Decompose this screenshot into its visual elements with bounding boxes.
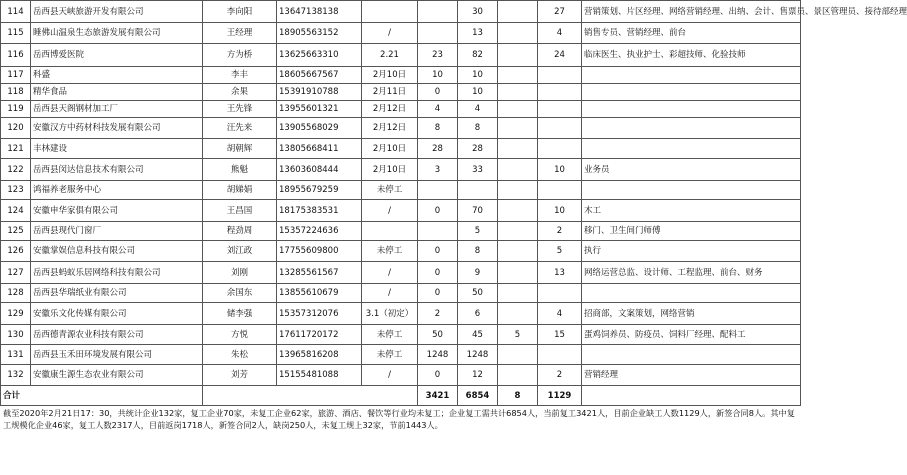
returned-workers: 0 <box>418 84 458 101</box>
contact-person: 程劲周 <box>203 222 277 241</box>
table-row <box>1 181 801 200</box>
vacancies: 15 <box>538 325 582 345</box>
new-contracts <box>498 23 538 44</box>
returned-workers: 8 <box>418 118 458 139</box>
job-positions <box>582 101 801 118</box>
new-contracts <box>498 222 538 241</box>
company-name: 安徽乐文化传媒有限公司 <box>31 303 203 325</box>
resume-date: / <box>362 262 418 284</box>
table-row <box>1 23 801 44</box>
job-positions <box>582 345 801 365</box>
required-workers <box>458 181 498 200</box>
contact-person: 余果 <box>203 84 277 101</box>
table-row <box>1 200 801 222</box>
phone-number: 13625663310 <box>277 44 362 67</box>
phone-number: 13905568029 <box>277 118 362 139</box>
required-workers: 45 <box>458 325 498 345</box>
row-number: 124 <box>1 200 31 222</box>
table-row <box>1 159 801 181</box>
contact-person: 胡娣娟 <box>203 181 277 200</box>
job-positions: 木工 <box>582 200 801 222</box>
company-name: 岳西县华瑞纸业有限公司 <box>31 284 203 303</box>
resume-date <box>362 222 418 241</box>
required-workers: 33 <box>458 159 498 181</box>
phone-number: 15357224636 <box>277 222 362 241</box>
table-row <box>1 325 801 345</box>
job-positions <box>582 67 801 84</box>
job-positions: 营销经理 <box>582 365 801 386</box>
row-number: 115 <box>1 23 31 44</box>
company-name: 安徽掌娱信息科技有限公司 <box>31 241 203 262</box>
total-required: 6854 <box>458 386 498 406</box>
new-contracts <box>498 139 538 159</box>
contact-person: 王先锋 <box>203 101 277 118</box>
company-name: 安徽汉方中药材科技发展有限公司 <box>31 118 203 139</box>
phone-number: 15391910788 <box>277 84 362 101</box>
table-row <box>1 241 801 262</box>
required-workers: 30 <box>458 1 498 23</box>
row-number: 121 <box>1 139 31 159</box>
returned-workers: 0 <box>418 241 458 262</box>
phone-number: 18905563152 <box>277 23 362 44</box>
row-number: 127 <box>1 262 31 284</box>
row-number: 120 <box>1 118 31 139</box>
table-row <box>1 118 801 139</box>
phone-number: 13647138138 <box>277 1 362 23</box>
job-positions <box>582 118 801 139</box>
company-name: 岳西县蚂蚁乐居网络科技有限公司 <box>31 262 203 284</box>
new-contracts <box>498 84 538 101</box>
returned-workers <box>418 23 458 44</box>
company-name: 岳西县闵达信息技术有限公司 <box>31 159 203 181</box>
vacancies <box>538 84 582 101</box>
returned-workers <box>418 181 458 200</box>
required-workers: 50 <box>458 284 498 303</box>
vacancies: 4 <box>538 303 582 325</box>
vacancies <box>538 181 582 200</box>
phone-number: 18175383531 <box>277 200 362 222</box>
job-positions <box>582 139 801 159</box>
row-number: 116 <box>1 44 31 67</box>
row-number: 129 <box>1 303 31 325</box>
required-workers: 8 <box>458 241 498 262</box>
company-name: 岳西县天阁钢材加工厂 <box>31 101 203 118</box>
contact-person: 刘刚 <box>203 262 277 284</box>
company-name: 鸿福养老服务中心 <box>31 181 203 200</box>
contact-person: 汪先来 <box>203 118 277 139</box>
row-number: 132 <box>1 365 31 386</box>
resume-date: 未停工 <box>362 241 418 262</box>
contact-person: 胡朝辉 <box>203 139 277 159</box>
phone-number: 18955679259 <box>277 181 362 200</box>
table-row <box>1 139 801 159</box>
new-contracts <box>498 241 538 262</box>
resume-date: 2月12日 <box>362 101 418 118</box>
job-positions <box>582 181 801 200</box>
row-number: 119 <box>1 101 31 118</box>
table-row <box>1 303 801 325</box>
contact-person: 王昌国 <box>203 200 277 222</box>
row-number: 130 <box>1 325 31 345</box>
table-row <box>1 101 801 118</box>
total-row <box>1 386 801 406</box>
new-contracts <box>498 118 538 139</box>
returned-workers: 28 <box>418 139 458 159</box>
vacancies: 2 <box>538 222 582 241</box>
total-positions-empty <box>582 386 801 406</box>
returned-workers: 50 <box>418 325 458 345</box>
phone-number: 13965816208 <box>277 345 362 365</box>
returned-workers: 1248 <box>418 345 458 365</box>
vacancies <box>538 67 582 84</box>
required-workers: 9 <box>458 262 498 284</box>
contact-person: 刘江政 <box>203 241 277 262</box>
new-contracts <box>498 101 538 118</box>
job-positions: 移门、卫生间门师傅 <box>582 222 801 241</box>
table-row <box>1 67 801 84</box>
total-contracts: 8 <box>498 386 538 406</box>
resume-date: 2月11日 <box>362 84 418 101</box>
required-workers: 70 <box>458 200 498 222</box>
total-empty <box>203 386 418 406</box>
row-number: 131 <box>1 345 31 365</box>
contact-person: 朱松 <box>203 345 277 365</box>
company-name: 岳西县现代门窗厂 <box>31 222 203 241</box>
vacancies: 5 <box>538 241 582 262</box>
total-vacancies: 1129 <box>538 386 582 406</box>
job-positions: 网络运营总监、设计师、工程监理、前台、财务 <box>582 262 801 284</box>
returned-workers: 3 <box>418 159 458 181</box>
row-number: 117 <box>1 67 31 84</box>
job-positions <box>582 84 801 101</box>
returned-workers <box>418 222 458 241</box>
resume-date: 未停工 <box>362 181 418 200</box>
new-contracts <box>498 262 538 284</box>
contact-person: 余国东 <box>203 284 277 303</box>
job-positions <box>582 284 801 303</box>
required-workers: 5 <box>458 222 498 241</box>
vacancies <box>538 345 582 365</box>
new-contracts <box>498 181 538 200</box>
vacancies <box>538 139 582 159</box>
job-positions: 执行 <box>582 241 801 262</box>
phone-number: 13805668411 <box>277 139 362 159</box>
required-workers: 10 <box>458 84 498 101</box>
summary-note: 截至2020年2月21日17：30，共统计企业132家，复工企业70家，未复工企业62家，旅游、酒店、餐饮等行业均未复工；企业复工需共计6854人，当前复工3421人，目前企业缺工人数1129人，新签合同8人。其中复工规模化企业46家，复工人数2317人，目前返岗1718人，新签合同2人，缺岗250人，未复工规上32家，节前1443人。 <box>3 408 795 430</box>
job-positions: 业务员 <box>582 159 801 181</box>
table-row <box>1 1 801 23</box>
required-workers: 28 <box>458 139 498 159</box>
resume-date: / <box>362 200 418 222</box>
resume-date <box>362 1 418 23</box>
job-positions: 销售专员、营销经理、前台 <box>582 23 801 44</box>
vacancies: 27 <box>538 1 582 23</box>
phone-number: 13603608444 <box>277 159 362 181</box>
new-contracts <box>498 365 538 386</box>
new-contracts <box>498 67 538 84</box>
resume-date: / <box>362 23 418 44</box>
row-number: 123 <box>1 181 31 200</box>
total-label: 合计 <box>1 386 203 406</box>
total-returned: 3421 <box>418 386 458 406</box>
returned-workers: 23 <box>418 44 458 67</box>
vacancies: 4 <box>538 23 582 44</box>
required-workers: 1248 <box>458 345 498 365</box>
required-workers: 6 <box>458 303 498 325</box>
phone-number: 13955601321 <box>277 101 362 118</box>
company-name: 安徽申华家俱有限公司 <box>31 200 203 222</box>
resume-date: 2月10日 <box>362 139 418 159</box>
returned-workers: 0 <box>418 200 458 222</box>
company-name: 安徽康生源生态农业有限公司 <box>31 365 203 386</box>
company-name: 丰林建设 <box>31 139 203 159</box>
phone-number: 17611720172 <box>277 325 362 345</box>
resume-date: 2月10日 <box>362 159 418 181</box>
returned-workers: 2 <box>418 303 458 325</box>
resume-date: / <box>362 365 418 386</box>
vacancies: 13 <box>538 262 582 284</box>
new-contracts <box>498 345 538 365</box>
resume-date: 3.1（初定） <box>362 303 418 325</box>
contact-person: 李丰 <box>203 67 277 84</box>
contact-person: 储李强 <box>203 303 277 325</box>
returned-workers: 4 <box>418 101 458 118</box>
returned-workers: 10 <box>418 67 458 84</box>
phone-number: 17755609800 <box>277 241 362 262</box>
company-name: 岳西县玉禾田环境发展有限公司 <box>31 345 203 365</box>
required-workers: 82 <box>458 44 498 67</box>
job-positions: 蛋鸡饲养员、防疫员、饲料厂经理、配料工 <box>582 325 801 345</box>
row-number: 122 <box>1 159 31 181</box>
required-workers: 13 <box>458 23 498 44</box>
company-name: 科盛 <box>31 67 203 84</box>
phone-number: 13285561567 <box>277 262 362 284</box>
table-row <box>1 345 801 365</box>
table-body <box>1 1 907 406</box>
table-row <box>1 222 801 241</box>
contact-person: 王经理 <box>203 23 277 44</box>
resume-date: 2.21 <box>362 44 418 67</box>
contact-person: 方悦 <box>203 325 277 345</box>
contact-person: 李向阳 <box>203 1 277 23</box>
phone-number: 15155481088 <box>277 365 362 386</box>
table-row <box>1 284 801 303</box>
required-workers: 8 <box>458 118 498 139</box>
new-contracts <box>498 159 538 181</box>
vacancies <box>538 118 582 139</box>
phone-number: 15357312076 <box>277 303 362 325</box>
resume-date: 未停工 <box>362 345 418 365</box>
required-workers: 4 <box>458 101 498 118</box>
new-contracts <box>498 44 538 67</box>
vacancies <box>538 101 582 118</box>
table-row <box>1 262 801 284</box>
table-row <box>1 365 801 386</box>
new-contracts: 5 <box>498 325 538 345</box>
row-number: 128 <box>1 284 31 303</box>
company-name: 岳西县天峡旅游开发有限公司 <box>31 1 203 23</box>
required-workers: 10 <box>458 67 498 84</box>
job-positions: 营销策划、片区经理、网络营销经理、出纳、会计、售票员、景区管理员、接待部经理 <box>582 1 801 23</box>
phone-number: 13855610679 <box>277 284 362 303</box>
resume-date: 未停工 <box>362 325 418 345</box>
phone-number: 18605667567 <box>277 67 362 84</box>
contact-person: 方为桥 <box>203 44 277 67</box>
new-contracts <box>498 303 538 325</box>
resume-date: 2月12日 <box>362 118 418 139</box>
returned-workers <box>418 1 458 23</box>
new-contracts <box>498 1 538 23</box>
vacancies: 10 <box>538 200 582 222</box>
contact-person: 刘芳 <box>203 365 277 386</box>
row-number: 125 <box>1 222 31 241</box>
company-name: 岳西博爱医院 <box>31 44 203 67</box>
contact-person: 熊魁 <box>203 159 277 181</box>
company-name: 睡佛山温泉生态旅游发展有限公司 <box>31 23 203 44</box>
returned-workers: 0 <box>418 365 458 386</box>
row-number: 126 <box>1 241 31 262</box>
row-number: 118 <box>1 84 31 101</box>
table-row <box>1 84 801 101</box>
vacancies: 24 <box>538 44 582 67</box>
returned-workers: 0 <box>418 262 458 284</box>
resume-date: 2月10日 <box>362 67 418 84</box>
returned-workers: 0 <box>418 284 458 303</box>
table-row <box>1 44 801 67</box>
new-contracts <box>498 200 538 222</box>
job-positions: 临床医生、执业护士、彩超技师、化验技师 <box>582 44 801 67</box>
vacancies: 10 <box>538 159 582 181</box>
vacancies: 2 <box>538 365 582 386</box>
new-contracts <box>498 284 538 303</box>
row-number: 114 <box>1 1 31 23</box>
company-name: 精华食品 <box>31 84 203 101</box>
vacancies <box>538 284 582 303</box>
required-workers: 12 <box>458 365 498 386</box>
job-positions: 招商部，文案策划，网络营销 <box>582 303 801 325</box>
resume-date: / <box>362 284 418 303</box>
company-name: 岳西德青源农业科技有限公司 <box>31 325 203 345</box>
